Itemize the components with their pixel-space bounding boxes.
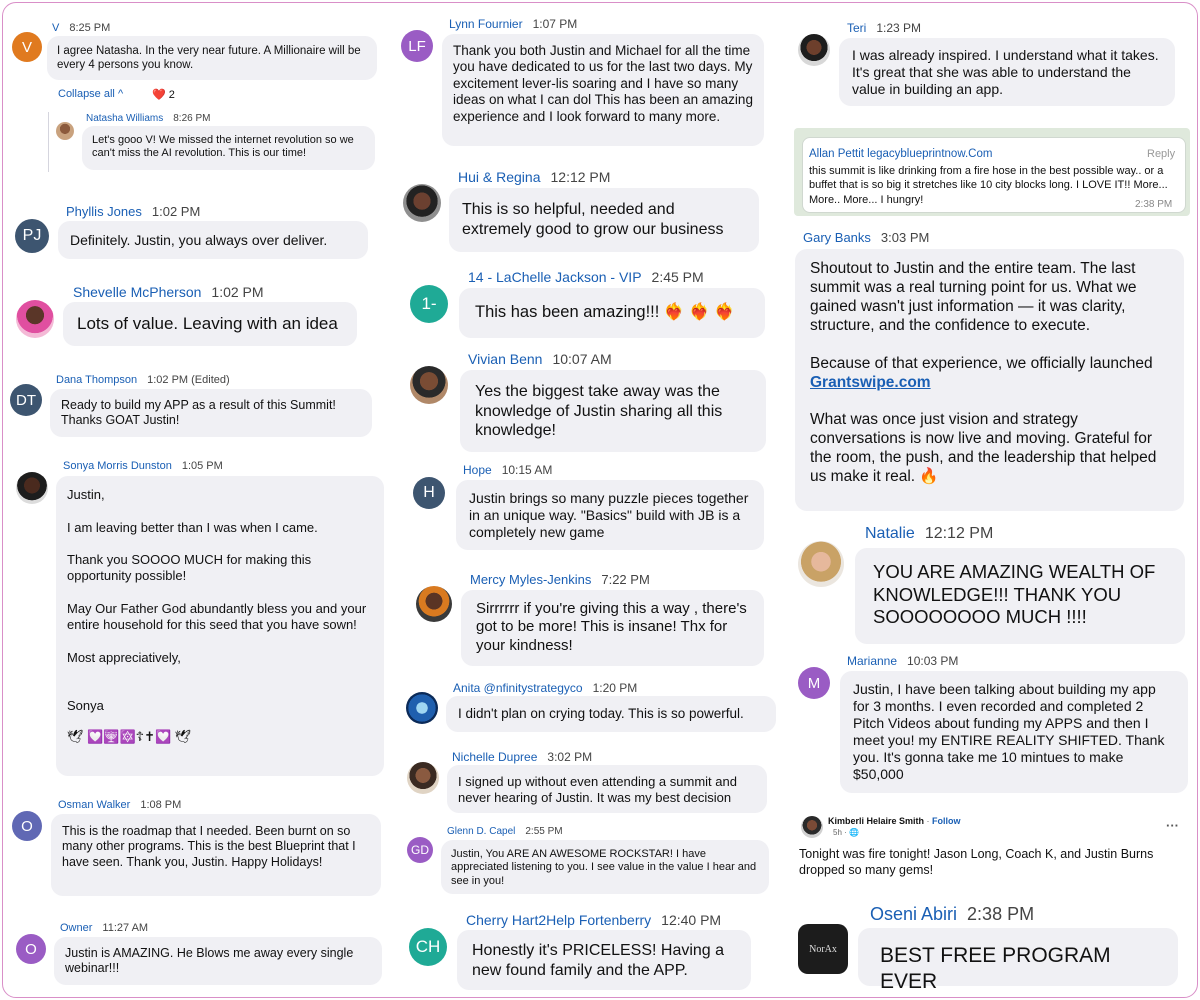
author-name[interactable]: Glenn D. Capel xyxy=(447,826,516,837)
message-bubble xyxy=(82,126,375,170)
avatar: O xyxy=(16,934,46,964)
message-text: I agree Natasha. In the very near future. A Millionaire will be every 4 persons you know. xyxy=(57,45,361,72)
author-name[interactable]: Teri xyxy=(847,21,867,35)
avatar: LF xyxy=(401,30,433,62)
author-name[interactable]: Osman Walker xyxy=(58,799,131,811)
follow-button[interactable]: Follow xyxy=(932,816,961,826)
timestamp: 2:55 PM xyxy=(525,826,563,837)
message-text: Honestly it's PRICELESS! Having a new found family and the APP. xyxy=(472,942,725,979)
avatar-photo xyxy=(406,692,438,724)
author-name[interactable]: Oseni Abiri xyxy=(870,904,958,924)
thread-line xyxy=(48,112,49,172)
author-name[interactable]: Dana Thompson xyxy=(56,374,138,386)
timestamp: 3:03 PM xyxy=(880,230,930,245)
timestamp: 10:07 AM xyxy=(552,351,612,367)
message-bubble xyxy=(840,671,1188,793)
message-bubble xyxy=(441,840,769,894)
author-name[interactable]: Vivian Benn xyxy=(468,351,543,367)
author-name[interactable]: Sonya Morris Dunston xyxy=(63,460,172,472)
timestamp: 2:45 PM xyxy=(651,269,704,285)
avatar-photo xyxy=(403,184,441,222)
message-bubble xyxy=(51,814,381,896)
author-name[interactable]: Gary Banks xyxy=(803,230,871,245)
timestamp: 2:38 PM xyxy=(1135,199,1173,210)
message-text: Justin, I am leaving better than I was when I came. Thank you SOOOO MUCH for making this opportunity possible! May Our Father God abundantly bless you and your entire household for this seed that you have sown! Most appreciatively, Sonya xyxy=(67,487,367,714)
message-bubble xyxy=(456,480,764,550)
chevron-up-icon: ^ xyxy=(117,88,124,100)
avatar-photo xyxy=(416,586,452,622)
author-name[interactable]: V xyxy=(52,22,60,34)
timestamp: 12:12 PM xyxy=(924,525,994,542)
timestamp: 12:12 PM xyxy=(550,169,611,185)
timestamp: 2:38 PM xyxy=(967,904,1035,924)
message-text: Tonight was fire tonight! Jason Long, Coach K, and Justin Burns dropped so many gems! xyxy=(799,847,1154,877)
avatar-photo xyxy=(798,34,830,66)
timestamp: 1:08 PM xyxy=(140,799,182,811)
author-name[interactable]: Natasha Williams xyxy=(86,113,164,124)
author-name[interactable]: 14 - LaChelle Jackson - VIP xyxy=(468,269,642,285)
message-bubble xyxy=(858,928,1178,993)
message-bubble xyxy=(855,548,1185,644)
message-text: Sirrrrrr if you're giving this a way , there's got to be more! This is insane! Thx for your kindness! xyxy=(476,600,747,654)
avatar: PJ xyxy=(15,219,49,253)
avatar: 1- xyxy=(410,285,448,323)
reaction-heart[interactable]: ❤️ 2 xyxy=(152,89,175,101)
message-text: This has been amazing!!! ❤️‍🔥 ❤️‍🔥 ❤️‍🔥 xyxy=(475,303,735,321)
heart-icon: ❤️ xyxy=(152,89,166,101)
avatar: M xyxy=(798,667,830,699)
message-text: Shoutout to Justin and the entire team. The last summit was a real turning point for us. What we gained wasn't just information — it was clarity, structure, and the confidence to execute. xyxy=(810,260,1137,334)
message-text: this summit is like drinking from a fire hose in the best possible way.. or a buffet that is so big it stretches like 10 city blocks long. I LOVE IT!! More... More.. More... I hungry! xyxy=(809,165,1168,206)
author-name[interactable]: Allan Pettit legacyblueprintnow.Com xyxy=(809,148,993,160)
message-bubble xyxy=(460,370,766,452)
timestamp: 1:02 PM xyxy=(151,204,201,219)
message-text: Ready to build my APP as a result of this Summit! Thanks GOAT Justin! xyxy=(61,398,336,428)
message-text: YOU ARE AMAZING WEALTH OF KNOWLEDGE!!! THANK YOU SOOOOOOOO MUCH !!!! xyxy=(873,561,1156,628)
message-text: I was already inspired. I understand what it takes. It's great that she was able to understand the value in building an app. xyxy=(852,47,1159,98)
timestamp: 10:15 AM xyxy=(501,463,553,477)
message-bubble xyxy=(442,34,764,146)
message-bubble xyxy=(795,249,1184,511)
reply-button[interactable]: Reply xyxy=(1147,148,1176,160)
message-text: Because of that experience, we officially launched xyxy=(810,354,1153,372)
message-text: This is the roadmap that I needed. Been burnt on so many other programs. This is the best Blueprint that I have seen. Thank you, Justin. Happy Holidays! xyxy=(62,824,356,869)
message-text: Justin, I have been talking about building my app for 3 months. I even recorded and completed 2 Pitch Videos about funding my APPS and then I meet you! my ENTIRE REALITY SHIFTED. Thank you. It's gonna take me 10 mintues to make $50,000 xyxy=(853,681,1165,783)
author-name[interactable]: Owner xyxy=(60,922,93,934)
timestamp: 3:02 PM xyxy=(547,750,593,764)
message-text: This is so helpful, needed and extremely good to grow our business xyxy=(462,201,724,238)
avatar: GD xyxy=(407,837,433,863)
avatar-photo xyxy=(798,541,844,587)
message-text: Lots of value. Leaving with an idea xyxy=(77,314,338,333)
author-name[interactable]: Shevelle McPherson xyxy=(73,284,202,300)
timestamp: 8:26 PM xyxy=(173,113,211,124)
message-bubble xyxy=(50,389,372,437)
timestamp: 8:25 PM xyxy=(69,22,111,34)
author-name[interactable]: Nichelle Dupree xyxy=(452,750,538,764)
timestamp: 7:22 PM xyxy=(601,572,650,587)
message-bubble xyxy=(58,221,368,259)
grantswipe-link[interactable]: Grantswipe.com xyxy=(810,373,931,391)
author-name[interactable]: Kimberli Helaire Smith xyxy=(828,816,925,826)
more-options-icon[interactable]: ··· xyxy=(1166,818,1179,833)
message-text: Justin is AMAZING. He Blows me away every single webinar!!! xyxy=(65,946,354,976)
author-name[interactable]: Hui & Regina xyxy=(458,169,541,185)
avatar-photo xyxy=(56,122,74,140)
author-name[interactable]: Phyllis Jones xyxy=(66,204,142,219)
message-allan xyxy=(802,137,1186,213)
message-bubble xyxy=(56,476,384,776)
message-bubble xyxy=(457,930,751,990)
author-name[interactable]: Mercy Myles-Jenkins xyxy=(470,572,592,587)
message-bubble xyxy=(63,302,357,346)
message-text: I signed up without even attending a summit and never hearing of Justin. It was my best decision xyxy=(458,774,737,805)
timestamp: 1:05 PM xyxy=(181,460,223,472)
message-text: BEST FREE PROGRAM EVER xyxy=(880,944,1111,993)
post-meta: 5h · 🌐 xyxy=(833,828,859,837)
avatar: O xyxy=(12,811,42,841)
avatar-photo xyxy=(16,300,54,338)
avatar-logo: NorAx xyxy=(798,924,848,974)
message-bubble xyxy=(446,696,776,732)
message-bubble xyxy=(54,937,382,985)
message-bubble xyxy=(839,38,1175,106)
message-text: Definitely. Justin, you always over deliver. xyxy=(70,232,328,248)
message-text: Yes the biggest take away was the knowledge of Justin sharing all this knowledge! xyxy=(475,383,723,440)
timestamp: 10:03 PM xyxy=(907,654,959,668)
message-text: What was once just vision and strategy conversations is now live and moving. Grateful for the room, the push, and the leadership that helped us make it real. 🔥 xyxy=(810,411,1157,486)
avatar: H xyxy=(413,477,445,509)
timestamp: 1:20 PM xyxy=(592,681,638,695)
message-text: I didn't plan on crying today. This is so powerful. xyxy=(458,706,744,721)
timestamp: 12:40 PM xyxy=(661,912,722,928)
emoji-row: 🕊 💟🕎🔯☦✝💟 🕊 xyxy=(67,728,192,744)
avatar-photo xyxy=(16,472,48,504)
avatar-photo xyxy=(410,366,448,404)
avatar: CH xyxy=(409,928,447,966)
author-name[interactable]: Lynn Fournier xyxy=(449,17,523,31)
message-text: Let's gooo V! We missed the internet revolution so we can't miss the AI revolution. This is our time! xyxy=(92,134,354,160)
message-text: Justin, You ARE AN AWESOME ROCKSTAR! I have appreciated listening to you. I see value in the value I hear and see in you! xyxy=(451,848,757,887)
author-name[interactable]: Hope xyxy=(463,463,492,477)
timestamp: 1:02 PM (Edited) xyxy=(147,374,230,386)
timestamp: 1:23 PM xyxy=(876,21,922,35)
message-bubble xyxy=(459,288,765,338)
avatar: DT xyxy=(10,384,42,416)
timestamp: 1:02 PM xyxy=(211,284,264,300)
timestamp: 11:27 AM xyxy=(102,922,149,934)
author-name[interactable]: Marianne xyxy=(847,654,898,668)
author-name[interactable]: Anita @nfinitystrategyco xyxy=(453,681,583,695)
avatar-photo xyxy=(407,762,439,794)
message-bubble xyxy=(447,765,767,813)
message-bubble xyxy=(449,188,759,252)
avatar: V xyxy=(12,32,42,62)
message-bubble xyxy=(47,36,377,80)
message-text: Justin brings so many puzzle pieces together in an unique way. "Basics" build with JB is a completely new game xyxy=(469,490,749,541)
message-bubble xyxy=(461,590,764,666)
collapse-all-button[interactable]: Collapse all ^ xyxy=(58,88,124,100)
avatar-photo xyxy=(801,816,823,838)
timestamp: 1:07 PM xyxy=(532,17,578,31)
message-text: Thank you both Justin and Michael for all the time you have dedicated to us for the last two days. My excitement lever-lis soaring and I have so many ideas on what I can dol This has been an amazing experience and I look forward to many more. xyxy=(453,43,753,124)
author-name[interactable]: Natalie xyxy=(865,525,915,542)
author-name[interactable]: Cherry Hart2Help Fortenberry xyxy=(466,912,652,928)
